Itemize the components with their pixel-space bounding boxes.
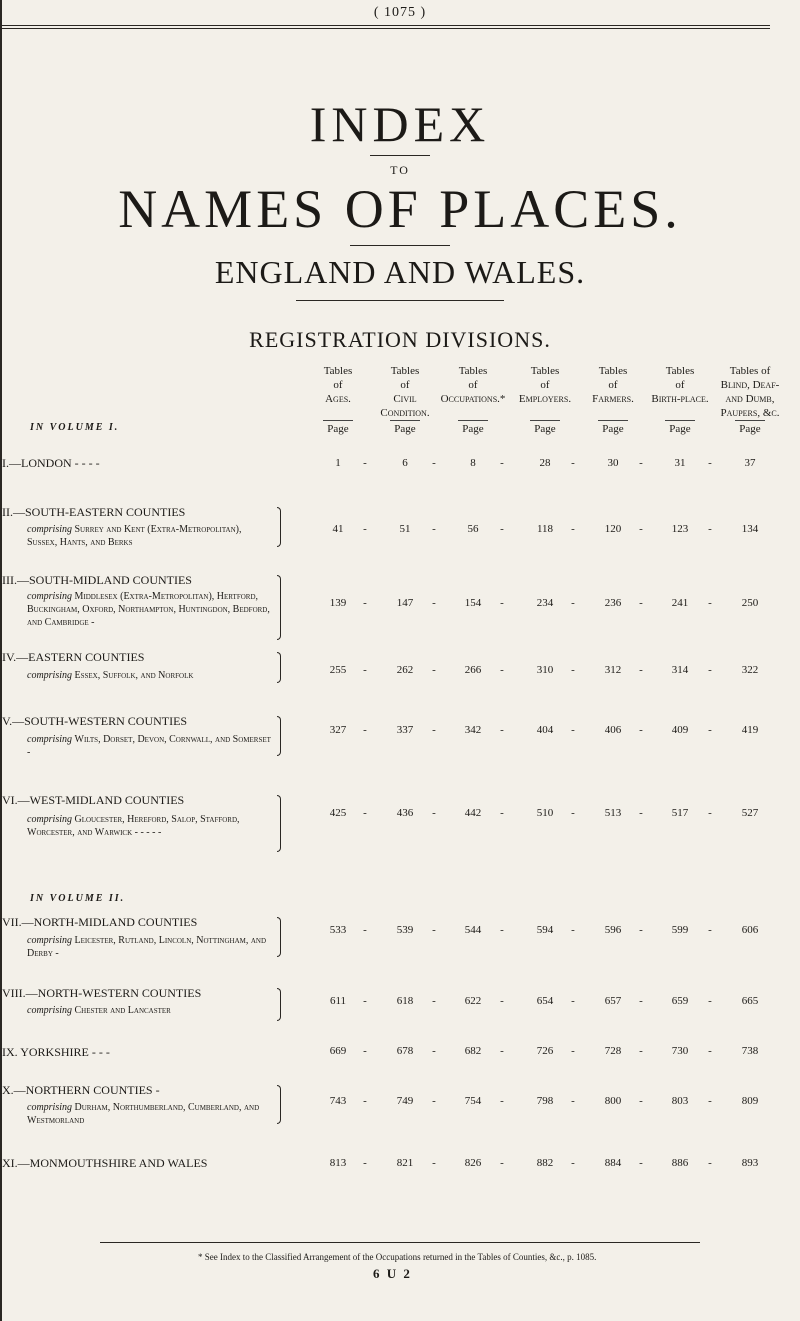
page-label: Page	[394, 423, 416, 435]
comprising-word: comprising	[27, 734, 72, 745]
comprising-counties: Durham, Northumberland, Cumberland, and Westmorland	[27, 1102, 260, 1126]
separator-dash: -	[432, 523, 436, 535]
page-ref: 754	[464, 1095, 482, 1107]
separator-dash: -	[432, 1157, 436, 1169]
division-title: VIII.—NORTH-WESTERN COUNTIES	[2, 986, 202, 1000]
page-ref: 37	[744, 457, 756, 469]
title-divider-2	[350, 245, 450, 246]
separator-dash: -	[639, 1095, 643, 1107]
page-ref: 749	[396, 1095, 414, 1107]
comprising-word: comprising	[27, 1102, 72, 1113]
page-ref: 533	[329, 924, 347, 936]
page-ref: 527	[741, 807, 759, 819]
title-registration-divisions: REGISTRATION DIVISIONS.	[249, 327, 551, 352]
column-dash	[323, 420, 353, 421]
brace	[277, 507, 281, 547]
volume-1-label: IN VOLUME I.	[30, 422, 120, 433]
separator-dash: -	[500, 724, 504, 736]
separator-dash: -	[432, 924, 436, 936]
page-ref: 659	[671, 995, 689, 1007]
column-header-line: Condition.	[380, 407, 430, 419]
comprising-counties: Middlesex (Extra-Metropolitan), Hertford, Buckingham, Oxford, Northampton, Huntingdon, Bedford, and Cambridge -	[27, 591, 270, 628]
division-title: X.—NORTHERN COUNTIES -	[2, 1083, 160, 1097]
page-ref: 798	[536, 1095, 554, 1107]
page-ref: 821	[396, 1157, 414, 1169]
page-label: Page	[602, 423, 624, 435]
page-ref: 882	[536, 1157, 554, 1169]
separator-dash: -	[708, 1157, 712, 1169]
page-ref: 28	[539, 457, 551, 469]
page-ref: 599	[671, 924, 689, 936]
page-label: Page	[739, 423, 761, 435]
brace	[277, 652, 281, 683]
comprising-counties: Surrey and Kent (Extra-Metropolitan), Sussex, Hants, and Berks	[27, 524, 242, 548]
page-ref: 654	[536, 995, 554, 1007]
column-header-line: Ages.	[325, 393, 351, 405]
separator-dash: -	[708, 1045, 712, 1057]
column-header-line: of	[333, 379, 343, 391]
division-comprising	[27, 590, 272, 629]
separator-dash: -	[500, 1095, 504, 1107]
page-ref: 669	[329, 1045, 347, 1057]
division-comprising	[27, 1004, 272, 1017]
separator-dash: -	[500, 597, 504, 609]
page-ref: 154	[464, 597, 482, 609]
division-title: III.—SOUTH-MIDLAND COUNTIES	[2, 573, 192, 587]
page-ref: 743	[329, 1095, 347, 1107]
page-label: Page	[327, 423, 349, 435]
separator-dash: -	[639, 995, 643, 1007]
separator-dash: -	[708, 924, 712, 936]
separator-dash: -	[500, 1157, 504, 1169]
page-ref: 123	[671, 523, 689, 535]
column-header-line: of	[540, 379, 550, 391]
brace	[277, 988, 281, 1021]
page-ref: 678	[396, 1045, 414, 1057]
separator-dash: -	[571, 995, 575, 1007]
column-header-line: Occupations.*	[440, 393, 506, 405]
division-title: IV.—EASTERN COUNTIES	[2, 650, 145, 664]
separator-dash: -	[363, 724, 367, 736]
division-title: XI.—MONMOUTHSHIRE AND WALES	[2, 1156, 208, 1170]
column-dash	[735, 420, 765, 421]
page-ref: 322	[741, 664, 759, 676]
page-ref: 539	[396, 924, 414, 936]
column-dash	[665, 420, 695, 421]
title-england-wales: ENGLAND AND WALES.	[214, 254, 586, 290]
page-ref: 310	[536, 664, 554, 676]
separator-dash: -	[363, 1157, 367, 1169]
separator-dash: -	[500, 924, 504, 936]
separator-dash: -	[571, 1045, 575, 1057]
division-comprising	[27, 669, 272, 682]
page-number: ( 1075 )	[373, 5, 427, 20]
comprising-word: comprising	[27, 1005, 72, 1016]
separator-dash: -	[500, 1045, 504, 1057]
page-ref: 893	[741, 1157, 759, 1169]
division-comprising	[27, 813, 272, 839]
separator-dash: -	[432, 724, 436, 736]
separator-dash: -	[571, 664, 575, 676]
column-dash	[458, 420, 488, 421]
division-title: IX. YORKSHIRE - - -	[2, 1045, 110, 1059]
comprising-word: comprising	[27, 670, 72, 681]
division-title: VII.—NORTH-MIDLAND COUNTIES	[2, 915, 198, 929]
column-header-7	[705, 364, 795, 420]
separator-dash: -	[571, 807, 575, 819]
page-ref: 809	[741, 1095, 759, 1107]
brace	[277, 575, 281, 640]
separator-dash: -	[363, 807, 367, 819]
column-header-line: Tables	[458, 365, 488, 377]
separator-dash: -	[363, 995, 367, 1007]
page-ref: 544	[464, 924, 482, 936]
title-to: TO	[390, 163, 410, 177]
separator-dash: -	[363, 664, 367, 676]
page-ref: 611	[329, 995, 347, 1007]
footnote-rule	[100, 1242, 700, 1243]
separator-dash: -	[571, 523, 575, 535]
separator-dash: -	[363, 1045, 367, 1057]
column-header-line: of	[400, 379, 410, 391]
page-ref: 409	[671, 724, 689, 736]
separator-dash: -	[639, 457, 643, 469]
page-ref: 442	[464, 807, 482, 819]
separator-dash: -	[639, 724, 643, 736]
page-ref: 118	[536, 523, 554, 535]
separator-dash: -	[571, 724, 575, 736]
volume-2-label: IN VOLUME II.	[30, 893, 126, 904]
separator-dash: -	[708, 724, 712, 736]
column-header-line: Tables	[323, 365, 353, 377]
separator-dash: -	[708, 664, 712, 676]
column-dash	[530, 420, 560, 421]
separator-dash: -	[363, 1095, 367, 1107]
column-header-line: Tables	[530, 365, 560, 377]
page-ref: 886	[671, 1157, 689, 1169]
title-index: INDEX	[309, 96, 491, 152]
separator-dash: -	[500, 664, 504, 676]
separator-dash: -	[639, 664, 643, 676]
separator-dash: -	[500, 995, 504, 1007]
column-header-line: of	[675, 379, 685, 391]
division-comprising	[27, 934, 272, 960]
separator-dash: -	[571, 597, 575, 609]
brace	[277, 1085, 281, 1124]
footnote: * See Index to the Classified Arrangement of the Occupations returned in the Tables of Counties, &c., p. 1085.	[198, 1252, 597, 1262]
page-ref: 436	[396, 807, 414, 819]
separator-dash: -	[500, 457, 504, 469]
column-header-line: of	[468, 379, 478, 391]
page-ref: 594	[536, 924, 554, 936]
page-ref: 406	[604, 724, 622, 736]
comprising-word: comprising	[27, 935, 72, 946]
page-ref: 738	[741, 1045, 759, 1057]
page-ref: 134	[741, 523, 759, 535]
comprising-counties: Essex, Suffolk, and Norfolk	[74, 670, 194, 681]
separator-dash: -	[639, 1157, 643, 1169]
title-divider-1	[370, 155, 430, 156]
page-ref: 342	[464, 724, 482, 736]
column-header-line: and Dumb,	[725, 393, 775, 405]
brace	[277, 716, 281, 756]
page-label: Page	[669, 423, 691, 435]
brace	[277, 917, 281, 957]
column-header-line: Civil	[393, 393, 417, 405]
separator-dash: -	[432, 597, 436, 609]
separator-dash: -	[639, 807, 643, 819]
header-rule-2	[0, 28, 770, 29]
division-title: II.—SOUTH-EASTERN COUNTIES	[2, 505, 186, 519]
separator-dash: -	[571, 924, 575, 936]
comprising-counties: Chester and Lancaster	[74, 1005, 171, 1016]
separator-dash: -	[432, 457, 436, 469]
page-ref: 56	[467, 523, 479, 535]
signature-mark: 6 U 2	[373, 1266, 412, 1281]
page-ref: 730	[671, 1045, 689, 1057]
separator-dash: -	[432, 807, 436, 819]
page-ref: 404	[536, 724, 554, 736]
separator-dash: -	[708, 995, 712, 1007]
separator-dash: -	[500, 807, 504, 819]
separator-dash: -	[363, 597, 367, 609]
page-ref: 513	[604, 807, 622, 819]
division-title: VI.—WEST-MIDLAND COUNTIES	[2, 793, 185, 807]
page-ref: 622	[464, 995, 482, 1007]
division-comprising	[27, 523, 272, 549]
division-comprising	[27, 733, 272, 759]
separator-dash: -	[432, 664, 436, 676]
comprising-word: comprising	[27, 814, 72, 825]
separator-dash: -	[571, 1157, 575, 1169]
column-header-line: Tables of	[729, 365, 771, 377]
page-ref: 30	[607, 457, 619, 469]
separator-dash: -	[708, 807, 712, 819]
division-comprising	[27, 1101, 272, 1127]
page-ref: 665	[741, 995, 759, 1007]
comprising-counties: Gloucester, Hereford, Salop, Stafford, Worcester, and Warwick - - - - -	[27, 814, 240, 838]
page-ref: 425	[329, 807, 347, 819]
page-ref: 51	[399, 523, 411, 535]
separator-dash: -	[708, 597, 712, 609]
page-ref: 234	[536, 597, 554, 609]
page-ref: 618	[396, 995, 414, 1007]
page-ref: 139	[329, 597, 347, 609]
page-ref: 255	[329, 664, 347, 676]
page-ref: 241	[671, 597, 689, 609]
column-header-line: Employers.	[518, 393, 572, 405]
page-ref: 596	[604, 924, 622, 936]
separator-dash: -	[363, 457, 367, 469]
column-header-line: Blind, Deaf-	[720, 379, 780, 391]
separator-dash: -	[432, 1095, 436, 1107]
separator-dash: -	[432, 995, 436, 1007]
comprising-word: comprising	[27, 591, 72, 602]
page-ref: 606	[741, 924, 759, 936]
page-label: Page	[534, 423, 556, 435]
page-ref: 8	[470, 457, 476, 469]
separator-dash: -	[639, 924, 643, 936]
page-ref: 803	[671, 1095, 689, 1107]
column-header-line: Paupers, &c.	[720, 407, 780, 419]
separator-dash: -	[571, 457, 575, 469]
page-ref: 147	[396, 597, 414, 609]
comprising-counties: Leicester, Rutland, Lincoln, Nottingham, and Derby -	[27, 935, 267, 959]
page-ref: 41	[332, 523, 344, 535]
page-ref: 728	[604, 1045, 622, 1057]
title-names-of-places: NAMES OF PLACES.	[118, 179, 682, 239]
page-ref: 337	[396, 724, 414, 736]
column-header-line: Birth-place.	[651, 393, 709, 405]
comprising-word: comprising	[27, 524, 72, 535]
column-dash	[598, 420, 628, 421]
separator-dash: -	[639, 523, 643, 535]
page-ref: 884	[604, 1157, 622, 1169]
separator-dash: -	[639, 597, 643, 609]
header-rule	[0, 25, 770, 26]
separator-dash: -	[708, 523, 712, 535]
page-ref: 657	[604, 995, 622, 1007]
comprising-counties: Wilts, Dorset, Devon, Cornwall, and Somerset -	[27, 734, 271, 758]
page-ref: 236	[604, 597, 622, 609]
column-dash	[390, 420, 420, 421]
page-ref: 517	[671, 807, 689, 819]
separator-dash: -	[708, 1095, 712, 1107]
page-ref: 800	[604, 1095, 622, 1107]
brace	[277, 795, 281, 852]
page-ref: 682	[464, 1045, 482, 1057]
separator-dash: -	[432, 1045, 436, 1057]
separator-dash: -	[363, 924, 367, 936]
title-divider-3	[296, 300, 504, 301]
separator-dash: -	[639, 1045, 643, 1057]
page-ref: 419	[741, 724, 759, 736]
division-title: I.—LONDON - - - -	[2, 456, 100, 470]
page-ref: 314	[671, 664, 689, 676]
page-ref: 31	[674, 457, 686, 469]
separator-dash: -	[708, 457, 712, 469]
page-ref: 327	[329, 724, 347, 736]
page-ref: 120	[604, 523, 622, 535]
column-header-line: Farmers.	[592, 393, 634, 405]
division-title: V.—SOUTH-WESTERN COUNTIES	[2, 714, 188, 728]
page-ref: 312	[604, 664, 622, 676]
separator-dash: -	[500, 523, 504, 535]
page-ref: 726	[536, 1045, 554, 1057]
column-header-line: Tables	[598, 365, 628, 377]
page-ref: 266	[464, 664, 482, 676]
column-header-line: Tables	[665, 365, 695, 377]
page-ref: 510	[536, 807, 554, 819]
page-ref: 262	[396, 664, 414, 676]
page-ref: 1	[335, 457, 341, 469]
page-ref: 813	[329, 1157, 347, 1169]
separator-dash: -	[363, 523, 367, 535]
separator-dash: -	[571, 1095, 575, 1107]
column-header-line: Tables	[390, 365, 420, 377]
column-header-line: of	[608, 379, 618, 391]
page-ref: 826	[464, 1157, 482, 1169]
page-ref: 6	[402, 457, 408, 469]
page-ref: 250	[741, 597, 759, 609]
page-label: Page	[462, 423, 484, 435]
